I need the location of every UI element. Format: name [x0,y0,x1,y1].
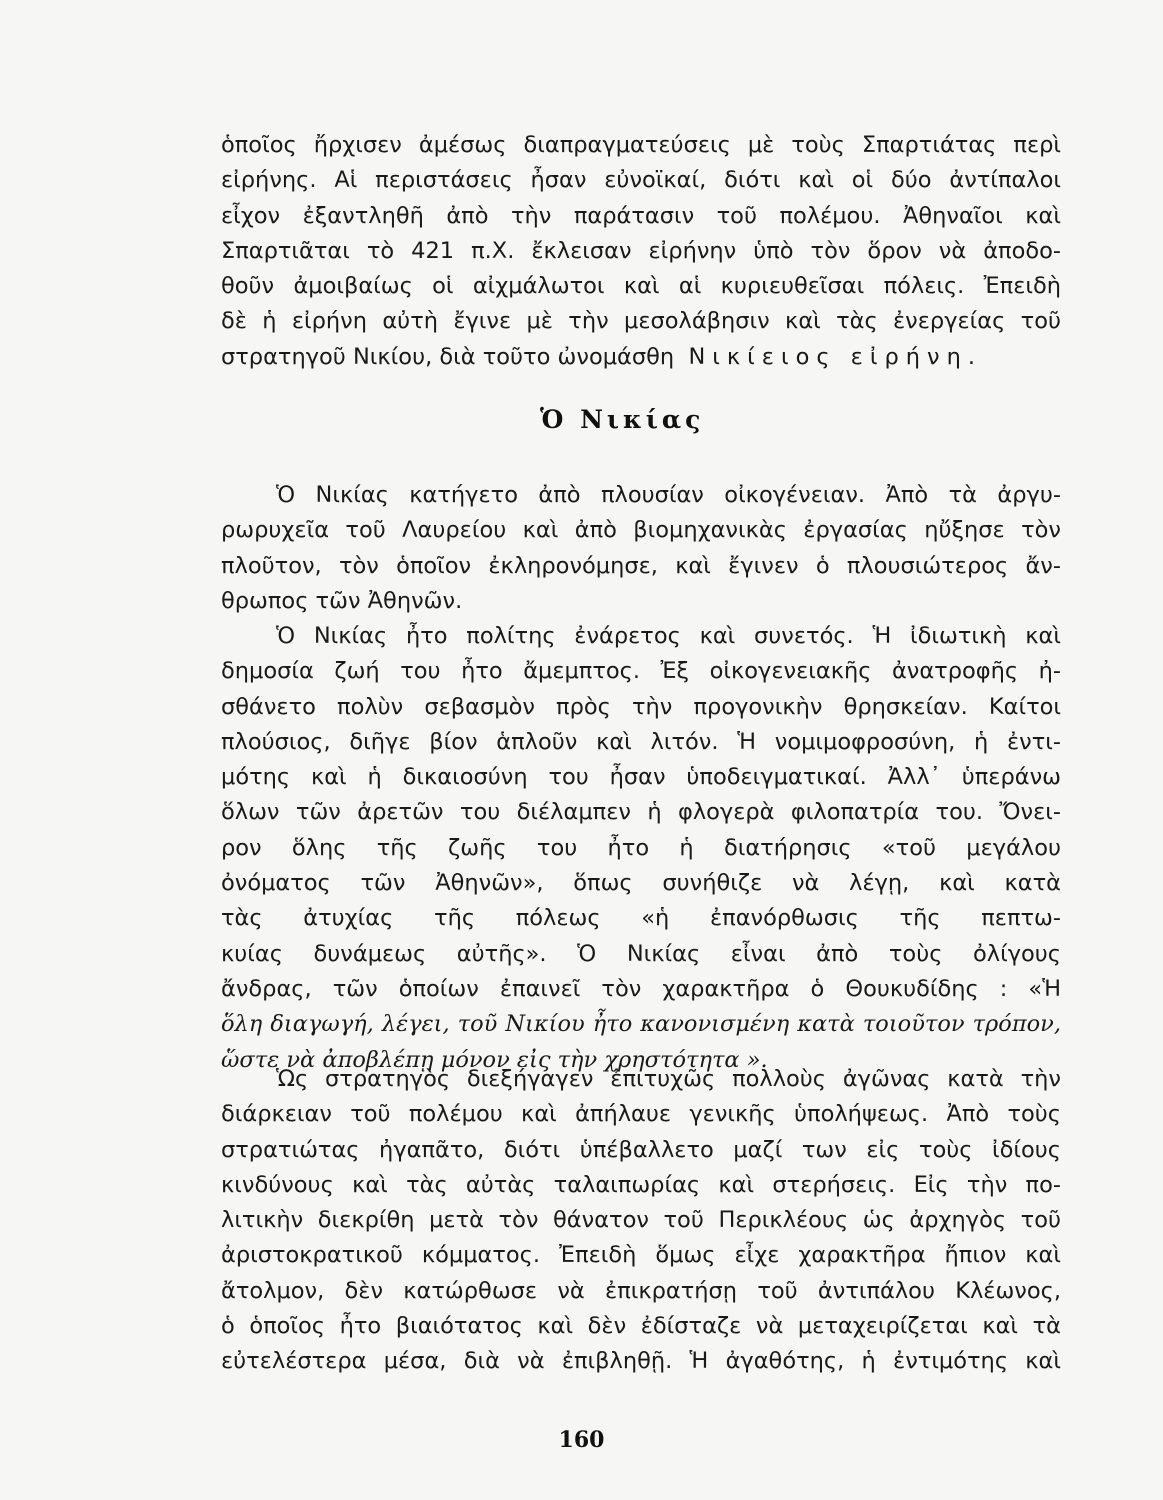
text-line: δὲ ἡ εἰρήνη αὐτὴ ἔγινε μὲ τὴν μεσολάβησιν καὶ τὰς ἐνεργείας τοῦ [221,308,1061,335]
text-line: Ὡς στρατηγὸς διεξήγαγεν ἐπιτυχῶς πολλοὺς ἀγῶνας κατὰ τὴν [276,1066,1061,1092]
text-line: πλούσιος, διῆγε βίον ἁπλοῦν καὶ λιτόν. Ἡ νομιμοφροσύνη, ἡ ἐντι- [221,728,1061,755]
text-line: ἄτολμον, δὲν κατώρθωσε νὰ ἐπικρατήσῃ τοῦ ἀντιπάλου Κλέωνος, [221,1277,1061,1304]
text-line: ὁ ὁποῖος ἦτο βιαιότατος καὶ δὲν ἐδίσταζε νὰ μεταχειρίζεται καὶ τὰ [221,1313,1061,1340]
text-line: πλοῦτον, τὸν ὁποῖον ἐκληρονόμησε, καὶ ἔγινεν ὁ πλουσιώτερος ἄν- [221,552,1061,579]
paragraph-3 [221,619,1061,1078]
spaced-phrase: Νικίειος εἰρήνη. [688,343,982,370]
quote-line: ὥστε νὰ ἀποβλέπῃ μόνον εἰς τὴν χρηστότητα ». [221,1046,768,1073]
text-line: εἰρήνης. Αἱ περιστάσεις ἦσαν εὐνοϊκαί, διότι καὶ οἱ δύο ἀντίπαλοι [221,167,1061,194]
paragraph-2 [221,478,1061,619]
text-line: Σπαρτιᾶται τὸ 421 π.Χ. ἔκλεισαν εἰρήνην ὑπὸ τὸν ὅρον νὰ ἀποδο- [221,237,1061,264]
text-line: κινδύνους καὶ τὰς αὐτὰς ταλαιπωρίας καὶ στερήσεις. Εἰς τὴν πο- [221,1171,1061,1198]
text-line: ρωρυχεῖα τοῦ Λαυρείου καὶ ἀπὸ βιομηχανικὰς ἐργασίας ηὔξησε τὸν [221,517,1061,544]
text-line: ὅλων τῶν ἀρετῶν του διέλαμπεν ἡ φλογερὰ φιλοπατρία του. Ὄνει- [221,799,1061,826]
text-line: ὁποῖος ἤρχισεν ἀμέσως διαπραγματεύσεις μὲ τοὺς Σπαρτιάτας περὶ [221,132,1061,158]
text-run: στρατηγοῦ Νικίου, διὰ τοῦτο ὠνομάσθη [221,343,675,370]
paragraph-1 [221,128,1061,375]
text-line: ὀνόματος τῶν Ἀθηνῶν», ὅπως συνήθιζε νὰ λέγῃ, καὶ κατὰ [221,870,1061,897]
text-line: Ὁ Νικίας ἦτο πολίτης ἐνάρετος καὶ συνετός. Ἡ ἰδιωτικὴ καὶ [276,623,1061,649]
page-number: 160 [558,1427,605,1453]
text-line: δημοσία ζωή του ἦτο ἄμεμπτος. Ἐξ οἰκογενειακῆς ἀνατροφῆς ἠ- [221,658,1061,685]
text-line: εὐτελέστερα μέσα, διὰ νὰ ἐπιβληθῇ. Ἡ ἀγαθότης, ἡ ἐντιμότης καὶ [221,1348,1061,1375]
text-line: λιτικὴν διεκρίθη μετὰ τὸν θάνατον τοῦ Περικλέους ὡς ἀρχηγὸς τοῦ [221,1207,1061,1234]
section-heading: Ὁ Νικίας [540,405,705,434]
text-line: κυίας δυνάμεως αὐτῆς». Ὁ Νικίας εἶναι ἀπὸ τοὺς ὀλίγους [221,940,1061,967]
text-line: μότης καὶ ἡ δικαιοσύνη του ἦσαν ὑποδειγματικαί. Ἀλλ᾿ ὑπεράνω [221,764,1061,791]
quote-line: ὅλη διαγωγή, λέγει, τοῦ Νικίου ἦτο κανονισμένη κατὰ τοιοῦτον τρόπον, [221,1011,1061,1038]
text-line: ἄνδρας, τῶν ὁποίων ἐπαινεῖ τὸν χαρακτῆρα ὁ Θουκυδίδης : «Ἡ [221,975,1061,1002]
text-line: στρατιώτας ἠγαπᾶτο, διότι ὑπέβαλλετο μαζί των εἰς τοὺς ἰδίους [221,1136,1061,1163]
text-line: σθάνετο πολὺν σεβασμὸν πρὸς τὴν προγονικὴν θρησκείαν. Καίτοι [221,693,1061,720]
text-line: θοῦν ἀμοιβαίως οἱ αἰχμάλωτοι καὶ αἱ κυριευθεῖσαι πόλεις. Ἐπειδὴ [221,273,1061,300]
text-line: τὰς ἀτυχίας τῆς πόλεως «ἡ ἐπανόρθωσις τῆς πεπτω- [221,905,1061,932]
text-line: διάρκειαν τοῦ πολέμου καὶ ἀπήλαυε γενικῆς ὑπολήψεως. Ἀπὸ τοὺς [221,1101,1061,1128]
text-line: θρωπος τῶν Ἀθηνῶν. [221,587,463,614]
text-line: εἶχον ἐξαντληθῆ ἀπὸ τὴν παράτασιν τοῦ πολέμου. Ἀθηναῖοι καὶ [221,202,1061,229]
paragraph-4 [221,1062,1061,1380]
text-line: ρον ὅλης τῆς ζωῆς του ἦτο ἡ διατήρησις «τοῦ μεγάλου [221,834,1061,861]
text-line [221,340,1061,375]
text-line: Ὁ Νικίας κατήγετο ἀπὸ πλουσίαν οἰκογένειαν. Ἀπὸ τὰ ἀργυ- [276,482,1061,508]
text-line: ἀριστοκρατικοῦ κόμματος. Ἐπειδὴ ὅμως εἶχε χαρακτῆρα ἤπιον καὶ [221,1242,1061,1269]
